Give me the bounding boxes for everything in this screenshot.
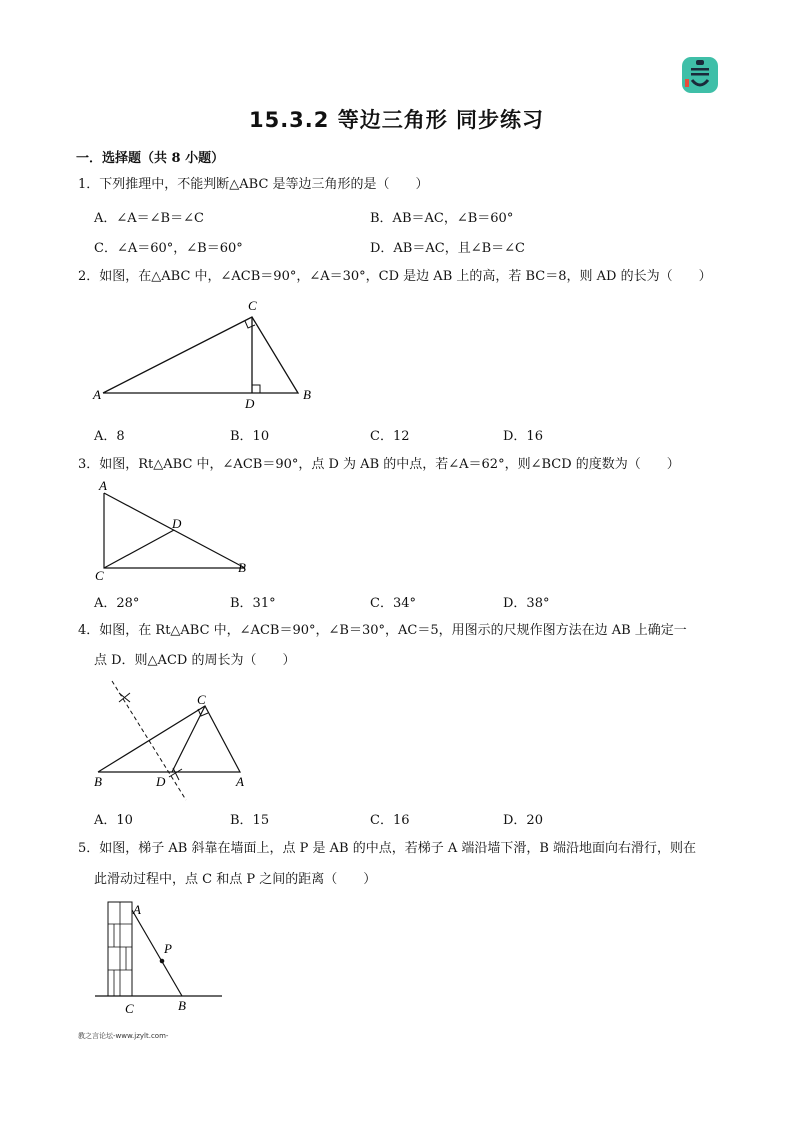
section-heading: 一．选择题（共 8 小题）: [76, 151, 225, 166]
question-3-option-b: B．31°: [230, 596, 276, 611]
question-3-figure: [90, 478, 260, 583]
question-1-option-d: D．AB＝AC，且∠B＝∠C: [370, 241, 525, 256]
q2-label-c: C: [248, 298, 257, 313]
q4-label-b: B: [94, 774, 102, 789]
question-4-stem-line-2: 点 D．则△ACD 的周长为（ ）: [94, 653, 296, 668]
q4-label-c: C: [197, 692, 206, 707]
question-1-option-c: C．∠A＝60°，∠B＝60°: [94, 241, 243, 256]
q3-label-c: C: [95, 568, 104, 583]
footer-source: 教之言论坛-www.jzylt.com-: [78, 1032, 169, 1040]
q4-label-a: A: [236, 774, 244, 789]
question-2-option-c: C．12: [370, 429, 410, 444]
question-4-stem-line-1: 4．如图，在 Rt△ABC 中，∠ACB＝90°，∠B＝30°，AC＝5，用图示的尺规作图方法在边 AB 上确定一: [78, 623, 687, 638]
question-4-option-a: A．10: [94, 813, 133, 828]
question-4-figure: [90, 676, 260, 804]
q2-label-d: D: [245, 396, 255, 411]
question-5-stem-line-2: 此滑动过程中，点 C 和点 P 之间的距离（ ）: [94, 872, 377, 887]
q5-label-a: A: [133, 902, 141, 917]
question-5-figure: [90, 896, 230, 1020]
question-2-stem: 2．如图，在△ABC 中，∠ACB＝90°，∠A＝30°，CD 是边 AB 上的高，若 BC＝8，则 AD 的长为（ ）: [78, 269, 712, 284]
question-1-option-a: A．∠A＝∠B＝∠C: [94, 211, 204, 226]
q3-label-b: B: [238, 560, 246, 575]
page-title: 15.3.2 等边三角形 同步练习: [248, 108, 545, 132]
question-3-option-d: D．38°: [503, 596, 550, 611]
question-3-option-c: C．34°: [370, 596, 416, 611]
q2-label-b: B: [303, 387, 311, 402]
question-3-option-a: A．28°: [94, 596, 140, 611]
q5-label-c: C: [125, 1001, 134, 1016]
question-1-option-b: B．AB＝AC，∠B＝60°: [370, 211, 514, 226]
notebook-logo-icon: [682, 57, 718, 93]
q2-label-a: A: [93, 387, 101, 402]
question-2-figure: [90, 295, 330, 415]
question-4-option-b: B．15: [230, 813, 270, 828]
question-4-option-d: D．20: [503, 813, 543, 828]
q5-label-b: B: [178, 998, 186, 1013]
question-1-stem: 1．下列推理中，不能判断△ABC 是等边三角形的是（ ）: [78, 177, 429, 192]
question-5-stem-line-1: 5．如图，梯子 AB 斜靠在墙面上，点 P 是 AB 的中点，若梯子 A 端沿墙下滑，B 端沿地面向右滑行，则在: [78, 841, 697, 856]
q3-label-d: D: [172, 516, 182, 531]
question-3-stem: 3．如图，Rt△ABC 中，∠ACB＝90°，点 D 为 AB 的中点，若∠A＝62°，则∠BCD 的度数为（ ）: [78, 457, 680, 472]
question-4-option-c: C．16: [370, 813, 410, 828]
question-2-option-a: A．8: [94, 429, 125, 444]
question-2-option-b: B．10: [230, 429, 270, 444]
q3-label-a: A: [99, 478, 107, 493]
q4-label-d: D: [156, 774, 166, 789]
q5-label-p: P: [164, 941, 172, 956]
question-2-option-d: D．16: [503, 429, 543, 444]
